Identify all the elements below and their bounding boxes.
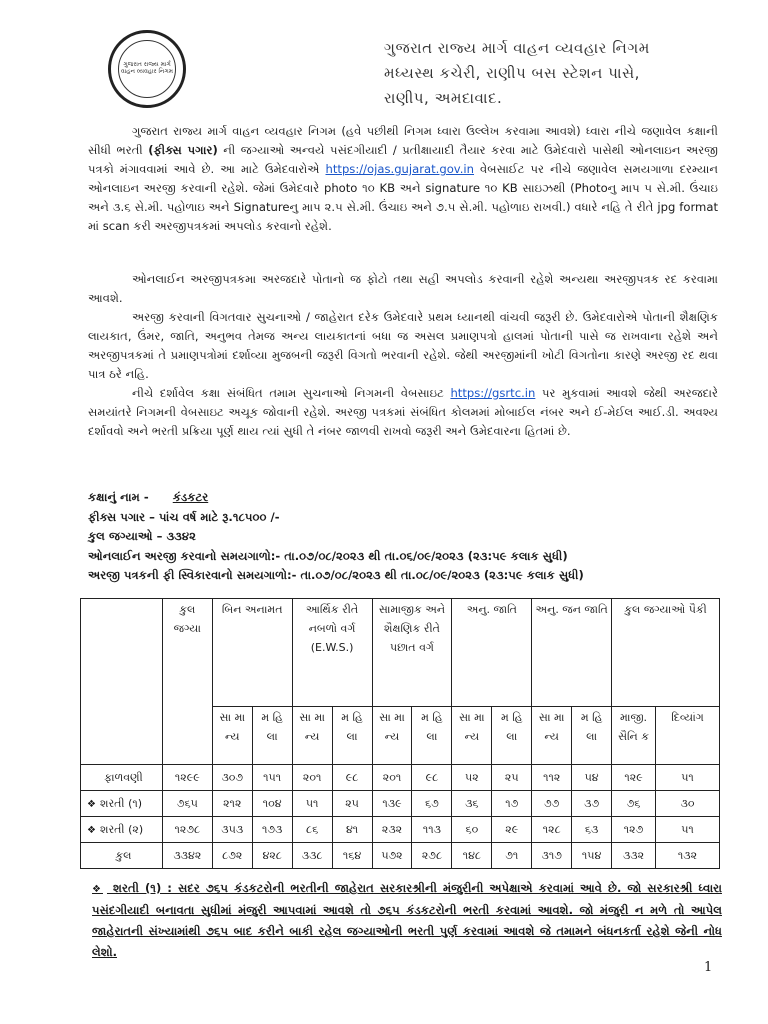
table-cell: ૮૬: [292, 817, 332, 843]
sub-general: સા મા ન્ય: [532, 707, 572, 765]
fee-period-line: અરજી પત્રકની ફી સ્વિકારવાનો સમયગાળો:- તા.૦૭/૦૮/૨૦૨૩ થી તા.૦૮/૦૯/૨૦૨૩ (૨૩:૫૯ કલાક સુધી): [88, 568, 584, 582]
table-cell: ૧૦૪: [252, 791, 292, 817]
table-cell: ૫૧: [656, 765, 720, 791]
table-cell: ૫૧: [292, 791, 332, 817]
row-label: [81, 817, 163, 843]
intro-paragraph-4: [88, 384, 718, 441]
table-cell: ૧૩૨: [656, 843, 720, 869]
row-label: [81, 765, 163, 791]
website-text-a: નીચે દર્શાવેલ કક્ષા સંબંધિત તમામ સુચનાઓ નિગમની વેબસાઇટ: [132, 386, 451, 400]
sub-female: મ હિ લા: [252, 707, 292, 765]
table-cell: ૫૧: [656, 817, 720, 843]
sub-female: મ હિ લા: [412, 707, 452, 765]
seat-distribution-table: [80, 598, 720, 869]
sub-female: મ હિ લા: [332, 707, 372, 765]
table-cell: ૧૭૩: [252, 817, 292, 843]
table-cell: ૧૧૩: [412, 817, 452, 843]
letterhead: [384, 36, 650, 111]
header-sebc: સામાજીક અને શૈક્ષણિક રીતે પછાત વર્ગ: [372, 599, 452, 707]
row-label-text: કુલ: [115, 849, 132, 862]
note-bullet-icon: ❖: [92, 884, 103, 895]
letterhead-line-3: રાણીપ, અમદાવાદ.: [384, 89, 503, 107]
table-cell: ૪૧: [332, 817, 372, 843]
table-cell: ૮૭૨: [212, 843, 252, 869]
table-cell: ૩૦૭: [212, 765, 252, 791]
post-details: [88, 488, 728, 586]
post-label: કક્ષાનું નામ -: [88, 490, 149, 504]
table-row: [81, 791, 720, 817]
table-cell: ૯૮: [412, 765, 452, 791]
organization-seal: [108, 30, 186, 108]
table-cell: ૩૩૪૨: [162, 843, 212, 869]
row-bullet-icon: ❖: [87, 798, 96, 810]
table-cell: ૨૩૨: [372, 817, 412, 843]
sub-general: સા મા ન્ય: [452, 707, 492, 765]
table-row: [81, 843, 720, 869]
table-cell: ૬૦: [452, 817, 492, 843]
table-row: [81, 765, 720, 791]
table-cell: ૧૧૨: [532, 765, 572, 791]
table-cell: ૩૧૭: [532, 843, 572, 869]
total-posts-line: કુલ જગ્યાઓ – ૩૩૪૨: [88, 529, 196, 543]
table-cell: ૩૩૮: [292, 843, 332, 869]
row-label: [81, 843, 163, 869]
post-name-line: [88, 488, 728, 508]
table-cell: ૭૬: [612, 791, 656, 817]
ojas-link[interactable]: https://ojas.gujarat.gov.in: [325, 162, 475, 176]
note-text: શરતી (૧) : સદર ૭૬૫ કંડકટરોની ભરતીની જાહેરાત સરકારશ્રીની મંજુરીની અપેક્ષાએ કરવામાં આવે છે. જો સરકારશ્રી ધ્વારા પસંદગીયાદી બનાવતા સુધીમાં મંજુરી આપવામાં આવશે તો ૭૬૫ કંડકટરોની ભરતી કરવામાં આવશે. જો મંજુરી ન મળે તો આપેલ જાહેરાતની સંખ્યામાંથી ૭૬૫ બાદ કરીને બાકી રહેલ જગ્યાઓની ભરતી પુર્ણ કરવામાં આવશે જે તમામને બંધનકર્તા રહેશે જેની નોધ લેશો.: [92, 881, 722, 959]
table-cell: ૭૬૫: [162, 791, 212, 817]
sub-female: મ હિ લા: [572, 707, 612, 765]
table-header-row: [81, 599, 720, 707]
letterhead-line-2: મધ્યસ્થ કચેરી, રાણીપ બસ સ્ટેશન પાસે,: [384, 64, 640, 82]
table-cell: ૫૪: [572, 765, 612, 791]
table-cell: ૫૭૨: [372, 843, 412, 869]
header-sc: અનુ. જાતિ: [452, 599, 532, 707]
table-cell: ૧૫૧: [252, 765, 292, 791]
table-cell: ૯૮: [332, 765, 372, 791]
header-total: કુલ જગ્યા: [162, 599, 212, 765]
table-cell: ૧૬૪: [332, 843, 372, 869]
table-cell: ૬૭: [412, 791, 452, 817]
table-cell: ૨૦૧: [372, 765, 412, 791]
table-cell: ૨૭૮: [412, 843, 452, 869]
table-cell: ૨૯: [492, 817, 532, 843]
intro-text-c: વેબસાઈટ પર નીચે જણાવેલ સમયગાળા દરમ્યાન ઓનલાઇન અરજી કરવાની રહેશે. જેમાં ઉમેદવારે photo ૧૦ KB અને signature ૧૦ KB સાઇઝથી (Photoનુ માપ ૫ સે.મી. ઉંચાઇ અને ૩.૬ સે.મી. પહોળાઇ અને Signatureનુ માપ ૨.૫ સે.મી. ઉંચાઇ અને ૭.૫ સે.મી. પહોળાઇ રાખવી.) વધારે નહિ તે રીતે jpg format માં scan કરી અરજીપત્રકમાં અપલોડ કરવાનો રહેશે.: [88, 162, 718, 233]
table-cell: ૧૨૯: [612, 765, 656, 791]
pay-line: ફીક્સ પગાર – પાંચ વર્ષ માટે રૂ.૧૮૫૦૦ /-: [88, 509, 280, 524]
intro-paragraph-1: [88, 122, 718, 236]
table-cell: ૧૪૮: [452, 843, 492, 869]
table-cell: ૧૨૯૯: [162, 765, 212, 791]
table-cell: ૧૩૯: [372, 791, 412, 817]
seal-emblem: [118, 40, 176, 98]
table-cell: ૬૩: [572, 817, 612, 843]
table-cell: ૧૨૭: [612, 817, 656, 843]
header-ews: આર્થિક રીતે નબળો વર્ગ (E.W.S.): [292, 599, 372, 707]
sub-general: સા મા ન્ય: [292, 707, 332, 765]
table-cell: ૩૬: [452, 791, 492, 817]
table-cell: ૨૦૧: [292, 765, 332, 791]
intro-paragraph-3: [88, 308, 718, 384]
photo-note-text: ઓનલાઈન અરજીપત્રકમા અરજદારે પોતાનો જ ફોટો તથા સહી અપલોડ કરવાની રહેશે અન્યથા અરજીપત્રક રદ કરવામા આવશે.: [88, 272, 718, 305]
table-row: [81, 817, 720, 843]
online-period-line: ઓનલાઈન અરજી કરવાનો સમયગાળો:- તા.૦૭/૦૮/૨૦૨૩ થી તા.૦૬/૦૯/૨૦૨૩ (૨૩:૫૯ કલાક સુધી): [88, 548, 568, 563]
post-value: કંડકટર: [172, 490, 209, 504]
row-label-text: શરતી (૨): [99, 822, 144, 836]
sub-female: મ હિ લા: [492, 707, 532, 765]
table-cell: ૧૨૮: [532, 817, 572, 843]
table-cell: ૭૧: [492, 843, 532, 869]
table-cell: ૧૭: [492, 791, 532, 817]
row-label-text: શરતી (૧): [99, 796, 143, 810]
sub-exserviceman: માજી. સૈનિ ક: [612, 707, 656, 765]
condition-note: [92, 878, 722, 963]
intro-text-a: ગુજરાત રાજ્ય માર્ગ વાહન વ્યવહાર નિગમ (હવે પછીથી નિગમ ધ્વારા ઉલ્લેખ કરવામા આવશે) ધ્વારા નીચે જણાવેલ કક્ષાની સીધી ભરતી: [88, 124, 718, 157]
website-text-b: પર મુકવામાં આવશે જેથી અરજદારે સમયાંતરે નિગમની વેબસાઇટ અચૂક જોવાની રહેશે. અરજી પત્રકમાં સંબંધિત કોલમમાં મોબાઈલ નંબર અને ઈ-મેઈલ આઈ.ડી. અવશ્ય દર્શાવવો અને ભરતી પ્રક્રિયા પૂર્ણ થાય ત્યાં સુધી તે નંબર જાળવી રાખવો જરૂરી અને ઉમેદવારના હિતમાં છે.: [88, 386, 718, 438]
header-blank: [81, 599, 163, 765]
seal-text: ગુજરાત રાજ્ય માર્ગ વાહન વ્યવહાર નિગમ: [121, 61, 173, 75]
header-unreserved: બિન અનામત: [212, 599, 292, 707]
table-cell: ૩૫૩: [212, 817, 252, 843]
table-cell: ૪૨૮: [252, 843, 292, 869]
sub-general: સા મા ન્ય: [372, 707, 412, 765]
table-cell: ૨૫: [492, 765, 532, 791]
table-cell: ૩૦: [656, 791, 720, 817]
row-label: [81, 791, 163, 817]
sub-general: સા મા ન્ય: [212, 707, 252, 765]
table-cell: ૧૨૭૮: [162, 817, 212, 843]
table-cell: ૨૫: [332, 791, 372, 817]
page-number: 1: [704, 960, 713, 975]
intro-text-b: ની જગ્યાઓ અન્વયે પસંદગીયાદી / પ્રતીક્ષાયાદી તૈયાર કરવા માટે ઉમેદવારો પાસેથી ઓનલાઇન અરજી પત્રકો મંગાવવામાં આવે છે. આ માટે ઉમેદવારોએ: [88, 143, 718, 176]
row-bullet-icon: ❖: [87, 824, 96, 836]
intro-paragraph-2: [88, 270, 718, 308]
header-among: કુલ જગ્યાઓ પૈકી: [612, 599, 720, 707]
table-cell: ૩૭: [572, 791, 612, 817]
table-cell: ૧૫૪: [572, 843, 612, 869]
table-cell: ૭૭: [532, 791, 572, 817]
instructions-text: અરજી કરવાની વિગતવાર સુચનાઓ / જાહેરાત દરેક ઉમેદવારે પ્રથમ ધ્યાનથી વાંચવી જરૂરી છે. ઉમેદવારોએ પોતાની શૈક્ષણિક લાયકાત, ઉંમર, જાતિ, અનુભવ તેમજ અન્ય લાયકાતનાં બધા જ અસલ પ્રમાણપત્રો હાલમાં પોતાની પાસે જ રાખવાના રહેશે અને અરજીપત્રકમાં તે પ્રમાણપત્રોમાં દર્શાવ્યા મુજબની જરૂરી વિગતો ભરવાની રહેશે. જેથી અરજીમાંની ખોટી વિગતોના કારણે અરજી રદ થવા પાત્ર ઠરે નહિ.: [88, 310, 718, 381]
table-cell: ૩૩૨: [612, 843, 656, 869]
fixed-pay-label: (ફીક્સ પગાર): [148, 143, 218, 157]
header-st: અનુ. જન જાતિ: [532, 599, 612, 707]
letterhead-line-1: ગુજરાત રાજ્ય માર્ગ વાહન વ્યવહાર નિગમ: [384, 39, 650, 57]
sub-disabled: દિવ્યાંગ: [656, 707, 720, 765]
table-cell: ૫૨: [452, 765, 492, 791]
table-cell: ૨૧૨: [212, 791, 252, 817]
gsrtc-link[interactable]: https://gsrtc.in: [450, 386, 536, 400]
row-label-text: ફાળવણી: [104, 771, 143, 784]
